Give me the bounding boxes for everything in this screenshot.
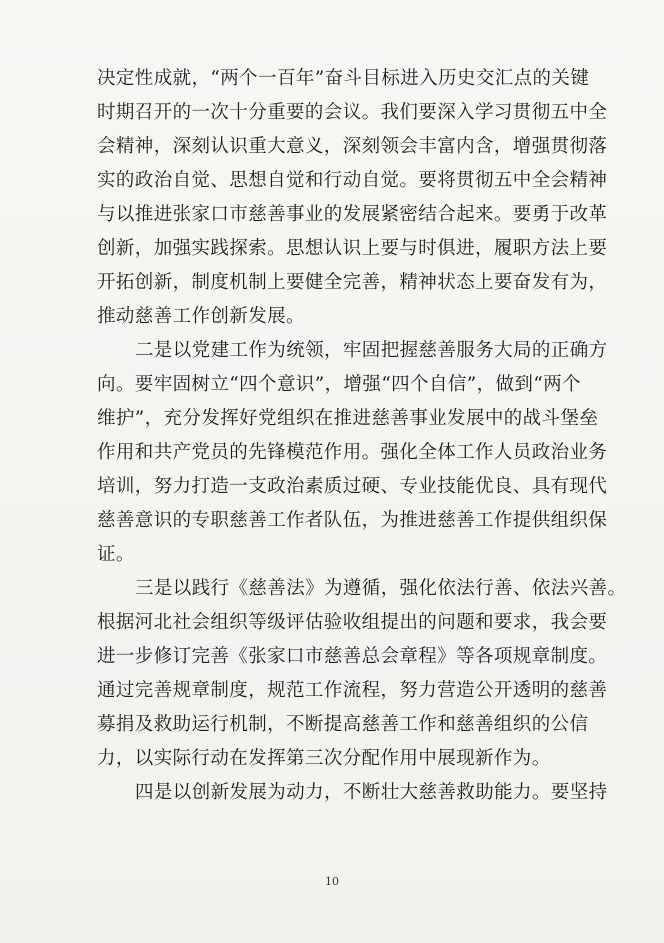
text-line: 培训，努力打造一支政治素质过硬、专业技能优良、具有现代 (97, 476, 608, 497)
text-line: 二是以党建工作为统领，牢固把握慈善服务大局的正确方 (135, 340, 608, 361)
text-line: 向。要牢固树立“四个意识”，增强“四个自信”，做到“两个 (97, 374, 581, 395)
text-line: 四是以创新发展为动力，不断壮大慈善救助能力。要坚持 (135, 782, 608, 803)
text-line: 时期召开的一次十分重要的会议。我们要深入学习贯彻五中全 (97, 102, 608, 123)
text-line: 作用和共产党员的先锋模范作用。强化全体工作人员政治业务 (97, 442, 608, 463)
text-line: 推动慈善工作创新发展。 (97, 306, 305, 327)
text-line: 与以推进张家口市慈善事业的发展紧密结合起来。要勇于改革 (97, 204, 608, 225)
text-line: 开拓创新，制度机制上要健全完善，精神状态上要奋发有为， (97, 272, 608, 293)
text-line: 募捐及救助运行机制，不断提高慈善工作和慈善组织的公信 (97, 714, 589, 735)
document-body (97, 62, 627, 810)
text-line: 证。 (97, 544, 135, 565)
text-line: 慈善意识的专职慈善工作者队伍，为推进慈善工作提供组织保 (97, 510, 608, 531)
text-line: 创新，加强实践探索。思想认识上要与时俱进，履职方法上要 (97, 238, 608, 259)
page-number: 10 (325, 875, 339, 888)
text-line: 根据河北社会组织等级评估验收组提出的问题和要求，我会要 (97, 612, 608, 633)
text-line: 维护”，充分发挥好党组织在推进慈善事业发展中的战斗堡垒 (97, 408, 599, 429)
text-line: 会精神，深刻认识重大意义，深刻领会丰富内含，增强贯彻落 (97, 136, 608, 157)
text-line: 进一步修订完善《张家口市慈善总会章程》等各项规章制度。 (97, 646, 608, 667)
text-line: 力，以实际行动在发挥第三次分配作用中展现新作为。 (97, 748, 551, 769)
text-line: 通过完善规章制度，规范工作流程，努力营造公开透明的慈善 (97, 680, 608, 701)
text-line: 决定性成就，“两个一百年”奋斗目标进入历史交汇点的关键 (97, 68, 590, 89)
text-line: 三是以践行《慈善法》为遵循，强化依法行善、依法兴善。 (135, 578, 627, 599)
text-line: 实的政治自觉、思想自觉和行动自觉。要将贯彻五中全会精神 (97, 170, 608, 191)
